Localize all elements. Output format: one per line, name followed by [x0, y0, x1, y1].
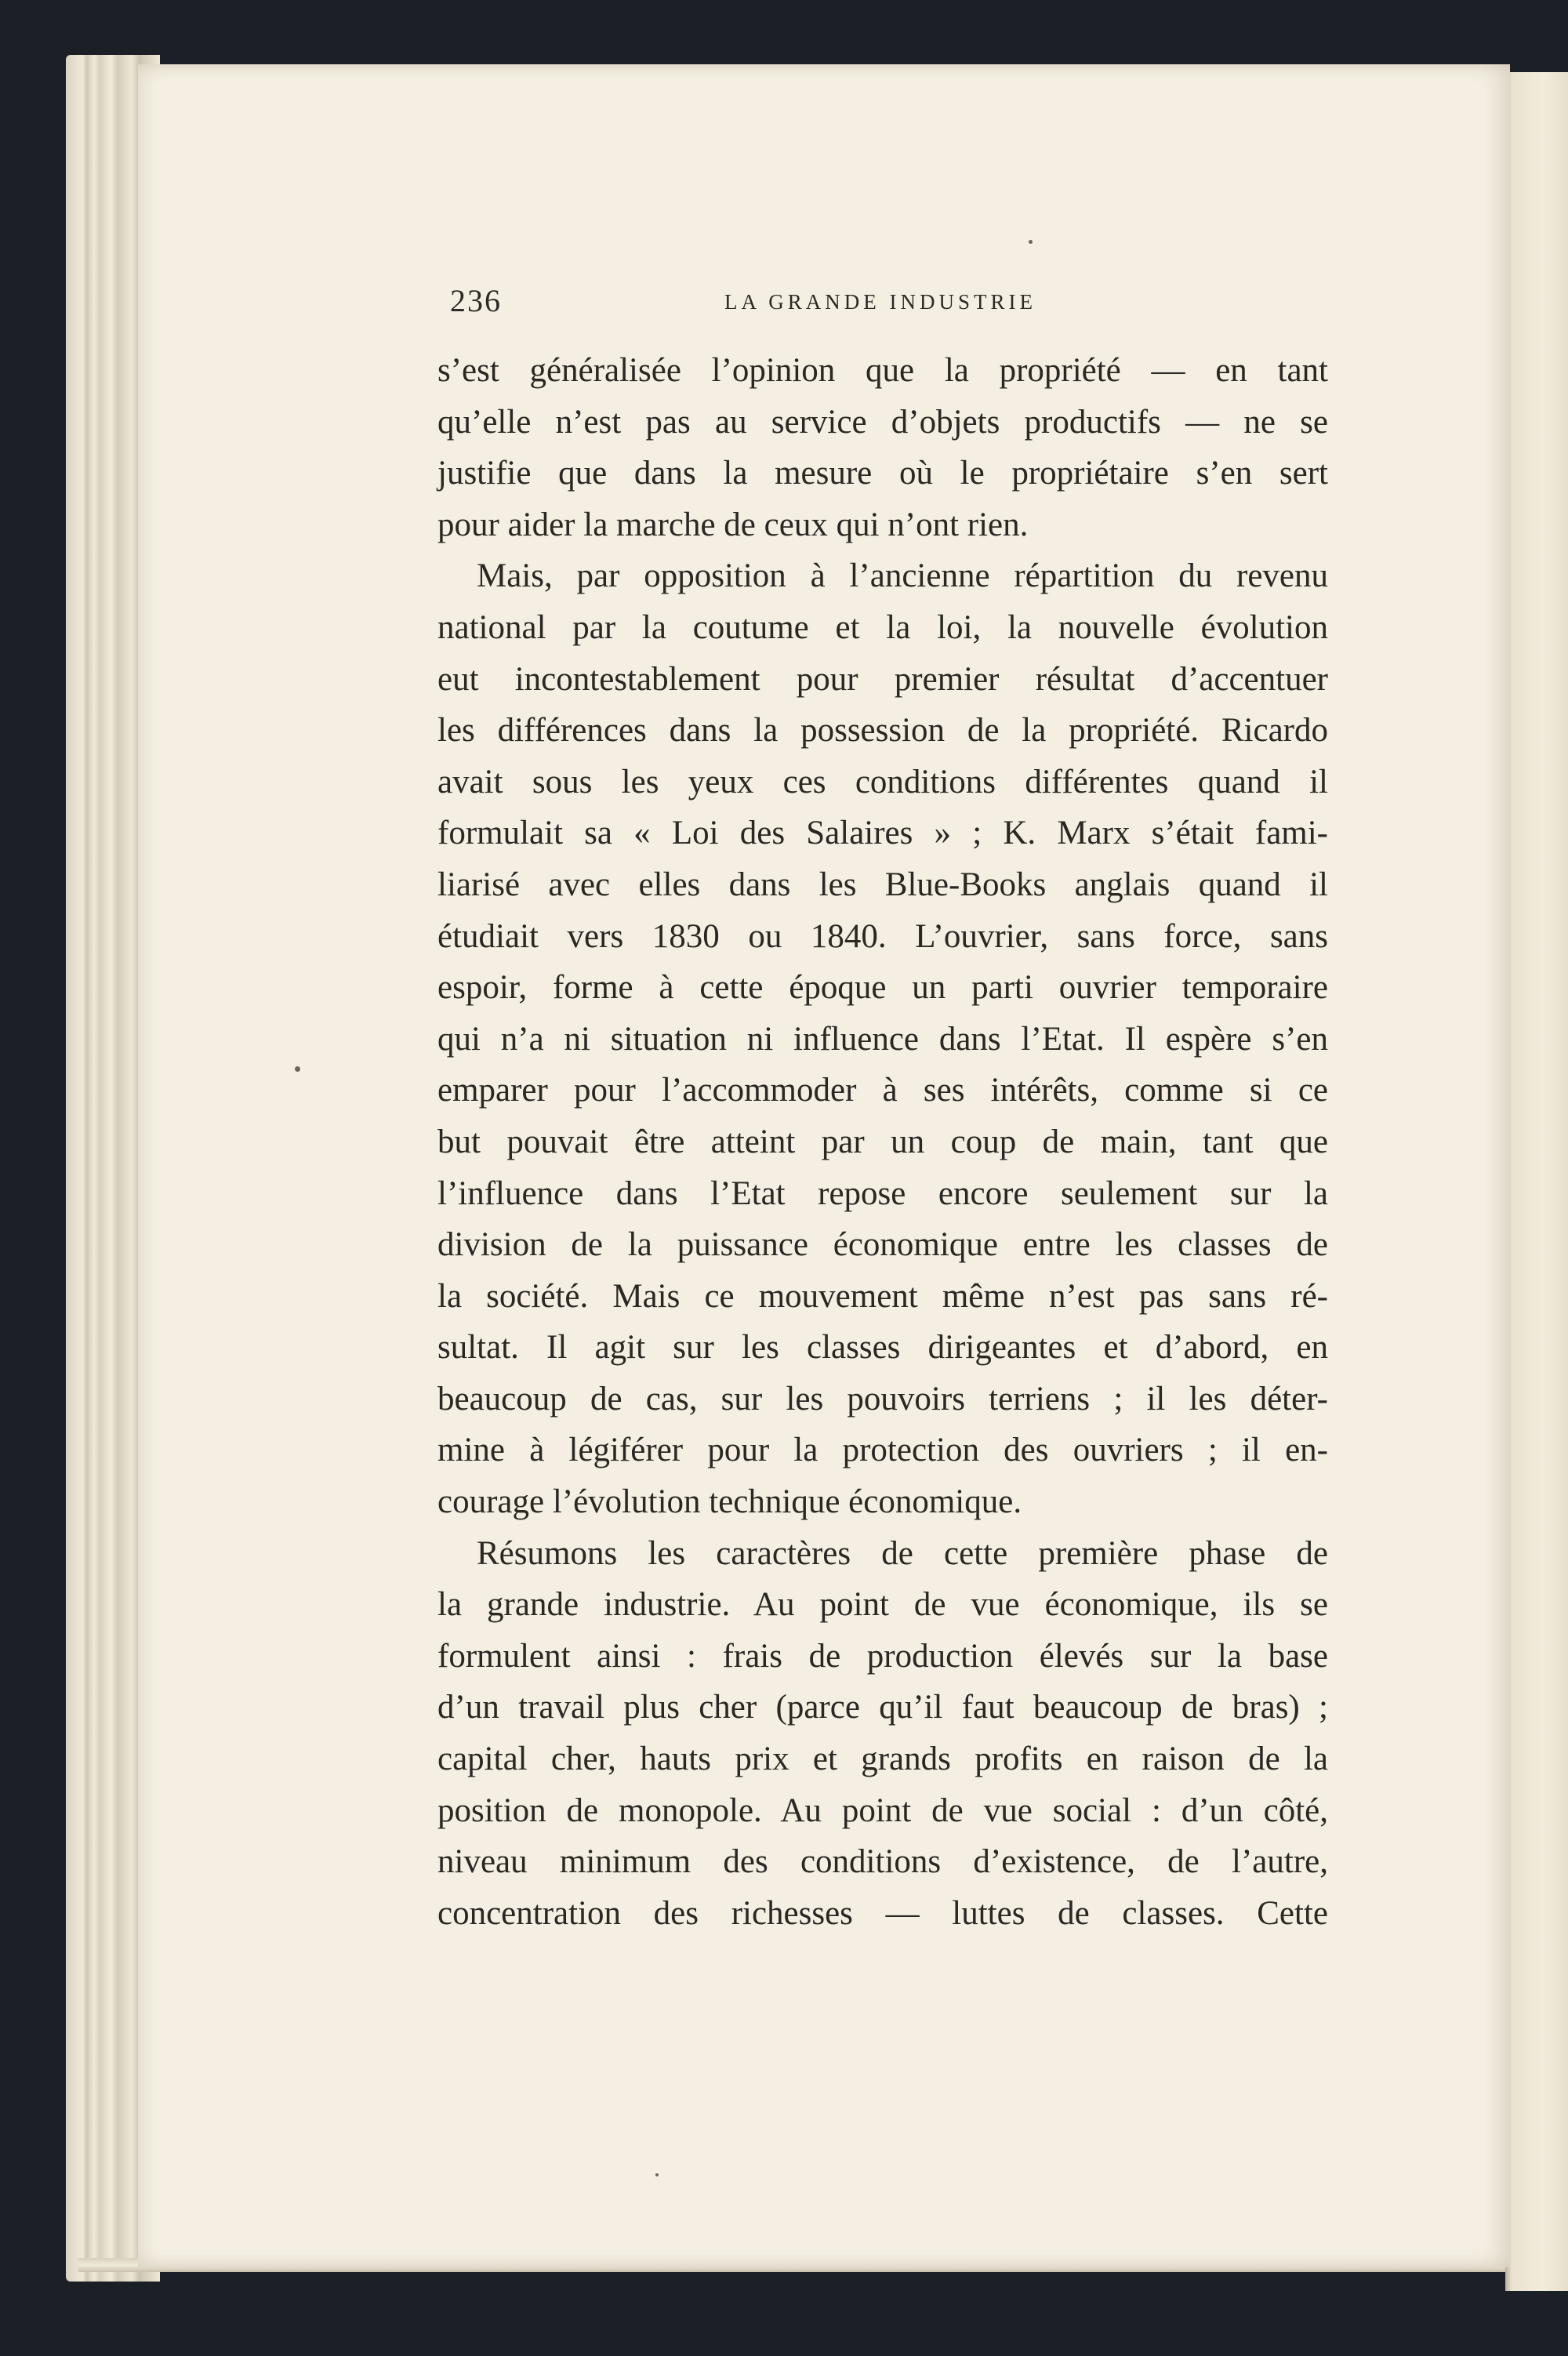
text-line: niveau minimum des conditions d’existence, de l’autre, [437, 1843, 1328, 1881]
text-line: eut incontestablement pour premier résultat d’accentuer [437, 660, 1328, 698]
text-line: qui n’a ni situation ni influence dans l’Etat. Il espère s’en [437, 1020, 1328, 1058]
text-line: Mais, par opposition à l’ancienne répartition du revenu [477, 557, 1328, 595]
text-line: but pouvait être atteint par un coup de main, tant que [437, 1123, 1328, 1160]
text-line: liarisé avec elles dans les Blue-Books anglais quand il [437, 866, 1328, 903]
text-line: l’influence dans l’Etat repose encore seulement sur la [437, 1174, 1328, 1212]
adjacent-page-edge [1505, 72, 1568, 2291]
text-line: qu’elle n’est pas au service d’objets productifs — ne se [437, 403, 1328, 441]
text-line: sultat. Il agit sur les classes dirigeantes et d’abord, en [437, 1329, 1328, 1367]
text-line: formulait sa « Loi des Salaires » ; K. Marx s’était fami- [437, 815, 1328, 852]
text-line: avait sous les yeux ces conditions différentes quand il [437, 763, 1328, 800]
running-title: LA GRANDE INDUSTRIE [724, 290, 1036, 314]
text-line: position de monopole. Au point de vue social : d’un côté, [437, 1792, 1328, 1829]
text-line: mine à légiférer pour la protection des ouvriers ; il en- [437, 1432, 1328, 1469]
text-line: courage l’évolution technique économique. [437, 1483, 1022, 1521]
page-number: 236 [450, 283, 502, 318]
text-line: concentration des richesses — luttes de classes. Cette [437, 1894, 1328, 1932]
text-line: les différences dans la possession de la propriété. Ricardo [437, 712, 1328, 750]
text-line: étudiait vers 1830 ou 1840. L’ouvrier, sans force, sans [437, 917, 1328, 955]
text-line: division de la puissance économique entre les classes de [437, 1226, 1328, 1264]
text-line: beaucoup de cas, sur les pouvoirs terriens ; il les déter- [437, 1380, 1328, 1418]
paper-speck [655, 2173, 659, 2176]
text-line: s’est généralisée l’opinion que la propriété — en tant [437, 352, 1328, 389]
text-line: justifie que dans la mesure où le propriétaire s’en sert [437, 455, 1328, 492]
paper-speck [1029, 240, 1033, 244]
text-line: Résumons les caractères de cette première phase de [477, 1534, 1328, 1572]
text-line: la grande industrie. Au point de vue économique, ils se [437, 1586, 1328, 1624]
text-line: capital cher, hauts prix et grands profits en raison de la [437, 1741, 1328, 1778]
text-line: d’un travail plus cher (parce qu’il faut beaucoup de bras) ; [437, 1689, 1328, 1726]
text-line: espoir, forme à cette époque un parti ouvrier temporaire [437, 969, 1328, 1007]
text-line: pour aider la marche de ceux qui n’ont rien. [437, 506, 1029, 543]
text-line: la société. Mais ce mouvement même n’est pas sans ré- [437, 1277, 1328, 1315]
text-line: national par la coutume et la loi, la nouvelle évolution [437, 608, 1328, 646]
running-head [450, 282, 1328, 321]
body-text [437, 345, 1328, 1939]
text-line: formulent ainsi : frais de production élevés sur la base [437, 1637, 1328, 1675]
text-line: emparer pour l’accommoder à ses intérêts, comme si ce [437, 1072, 1328, 1109]
paper-speck [295, 1066, 300, 1072]
